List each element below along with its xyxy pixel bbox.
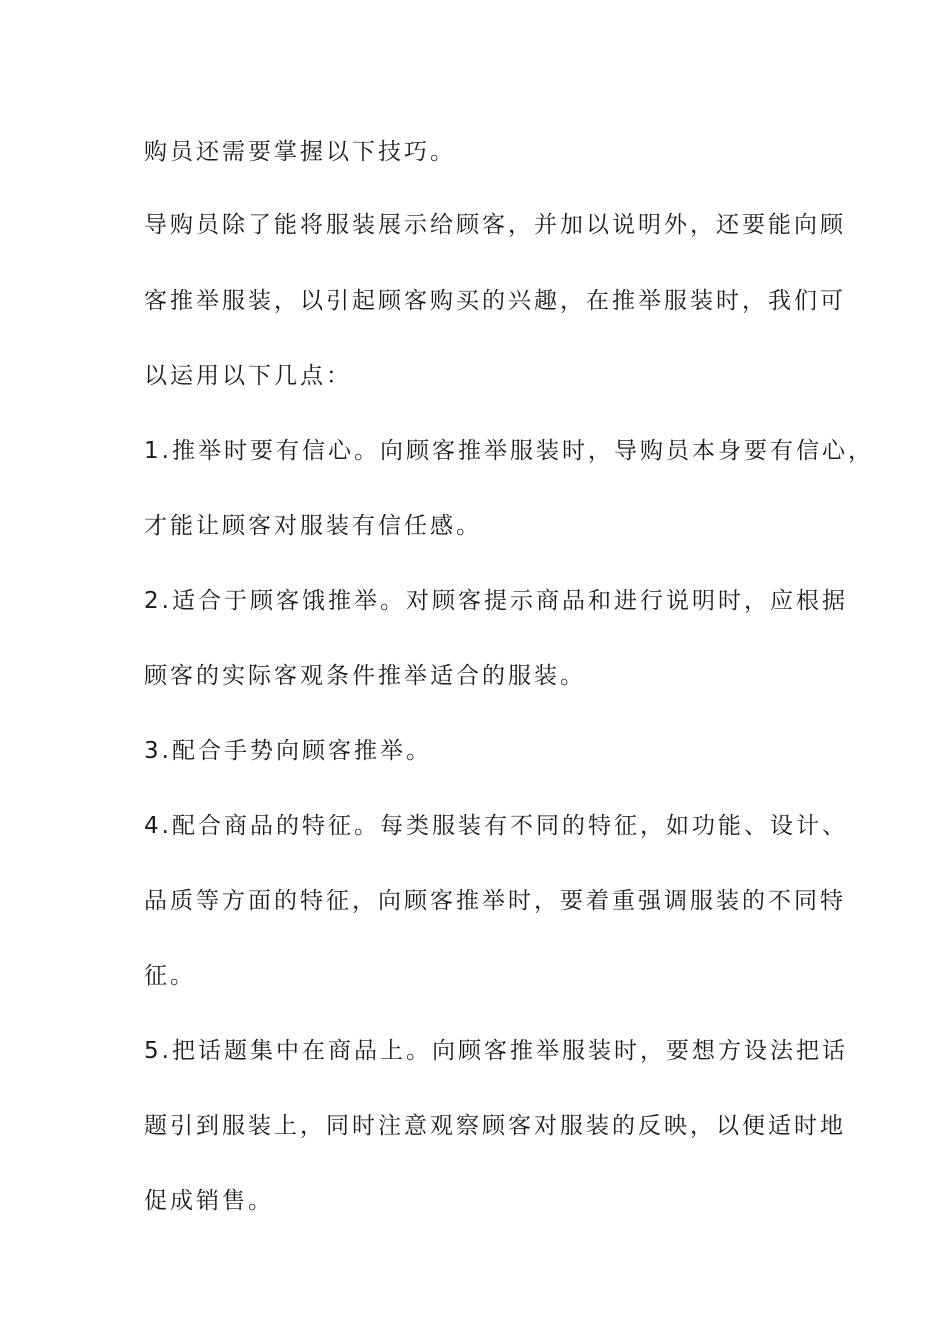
text-line: 才能让顾客对服装有信任感。 — [144, 513, 482, 539]
text-line: 2.适合于顾客饿推举。对顾客提示商品和进行说明时，应根据 — [144, 588, 848, 614]
text-line: 以运用以下几点： — [144, 363, 352, 389]
text-line: 顾客的实际客观条件推举适合的服装。 — [144, 663, 586, 689]
text-line: 客推举服装，以引起顾客购买的兴趣，在推举服装时，我们可 — [144, 288, 846, 314]
text-line: 购员还需要掌握以下技巧。 — [144, 139, 456, 165]
text-line: 题引到服装上，同时注意观察顾客对服装的反映，以便适时地 — [144, 1113, 846, 1139]
text-line: 4.配合商品的特征。每类服装有不同的特征，如功能、设计、 — [144, 813, 848, 839]
text-line: 征。 — [144, 963, 196, 989]
text-line: 品质等方面的特征，向顾客推举时，要着重强调服装的不同特 — [144, 888, 846, 914]
text-line: 3.配合手势向顾客推举。 — [144, 738, 432, 764]
text-line: 导购员除了能将服装展示给顾客，并加以说明外，还要能向顾 — [144, 212, 846, 238]
text-line: 5.把话题集中在商品上。向顾客推举服装时，要想方设法把话 — [144, 1038, 848, 1064]
text-line: 促成销售。 — [144, 1188, 274, 1214]
text-line: 1.推举时要有信心。向顾客推举服装时，导购员本身要有信心， — [144, 438, 874, 464]
